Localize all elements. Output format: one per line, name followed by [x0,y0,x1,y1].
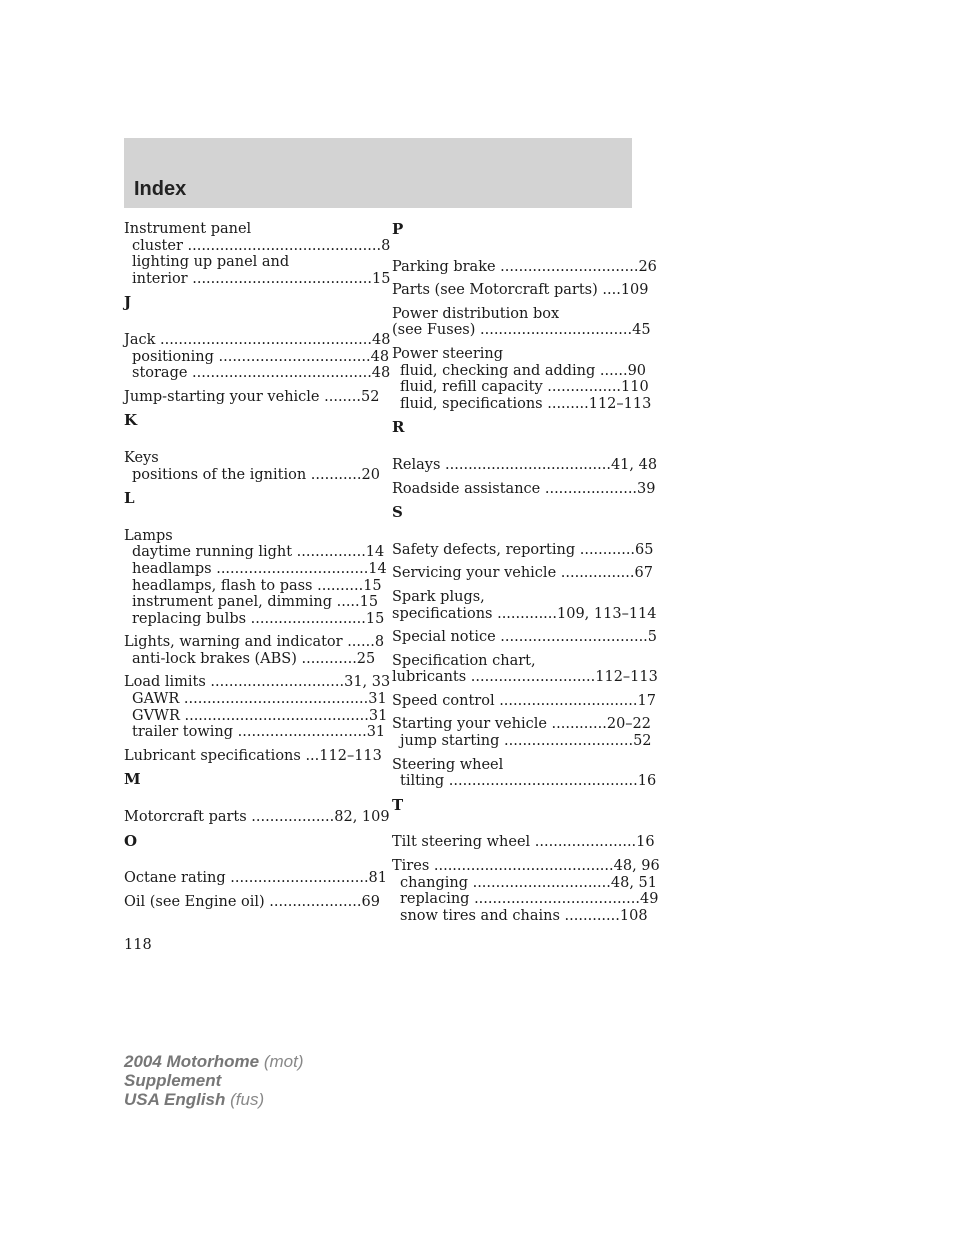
entry-spacer [392,275,632,282]
index-subentry: fluid, specifications .........112–113 [400,395,652,412]
index-entry: Relays ....................................41, 48 [392,456,658,473]
index-entry: Load limits .............................31, 33 [124,674,391,691]
document-footer [124,1052,303,1109]
index-section-letter: K [124,411,138,430]
entry-spacer [392,709,632,716]
index-entry: Speed control ..............................17 [392,692,656,709]
index-subentry: positions of the ignition ...........20 [132,466,380,483]
index-entry: Steering wheel [392,756,504,773]
entry-spacer [392,558,632,565]
index-section-letter: O [124,831,138,850]
index-section-letter: T [392,795,404,814]
page-title: Index [134,178,187,200]
index-entry: Special notice ................................5 [392,629,658,646]
index-entry: specifications .............109, 113–114 [392,605,657,622]
index-subentry: positioning .................................48 [132,348,390,365]
index-section-letter: R [392,418,405,437]
index-subentry: GVWR ........................................31 [132,707,388,724]
index-subentry: jump starting ............................52 [400,733,652,750]
footer-line-2: Supplement [124,1071,222,1090]
index-entry: Motorcraft parts ..................82, 109 [124,809,390,826]
entry-spacer [392,339,632,346]
index-entry: Lubricant specifications ...112–113 [124,747,382,764]
index-subentry: anti-lock brakes (ABS) ............25 [132,650,376,667]
entry-spacer [124,627,364,634]
index-entry: Specification chart, [392,652,536,669]
index-entry: Servicing your vehicle ................67 [392,565,653,582]
index-column-left [124,221,391,910]
index-subentry: replacing bulbs .........................15 [132,610,385,627]
index-subentry: trailer towing ............................31 [132,724,386,741]
index-subentry: changing ..............................48, 51 [400,874,657,891]
index-subentry: storage .......................................48 [132,365,391,382]
entry-spacer [392,474,632,481]
index-entry: Keys [124,449,159,466]
index-entry: Parking brake ..............................26 [392,258,657,275]
index-subentry: snow tires and chains ............108 [400,907,648,924]
index-column-right [392,220,660,924]
entry-spacer [124,667,364,674]
entry-spacer [124,382,364,389]
index-subentry: tilting .........................................16 [400,773,657,790]
entry-spacer [392,646,632,653]
page-number: 118 [124,937,152,953]
index-entry: Roadside assistance ....................39 [392,480,656,497]
entry-spacer [392,299,632,306]
index-subentry: instrument panel, dimming .....15 [132,594,379,611]
entry-spacer [124,887,364,894]
index-entry: Safety defects, reporting ............65 [392,541,654,558]
index-section-letter: P [392,220,404,238]
index-entry: lubricants ...........................112–113 [392,669,658,686]
index-entry: Octane rating ..............................81 [124,870,388,887]
index-subentry: replacing ....................................49 [400,891,659,908]
index-subentry: interior .......................................15 [132,270,391,287]
index-entry: Lights, warning and indicator ......8 [124,634,385,651]
index-section-letter: L [124,489,135,508]
entry-spacer [392,686,632,693]
index-subentry: headlamps .................................14 [132,560,387,577]
index-section-letter: J [124,293,132,312]
index-section-letter: M [124,770,141,789]
entry-spacer [124,741,364,748]
index-entry: Power distribution box [392,305,560,322]
index-subentry: cluster ..........................................8 [132,237,391,254]
index-subentry: GAWR ........................................31 [132,691,387,708]
entry-spacer [392,750,632,757]
page-header [124,138,632,208]
index-entry: Spark plugs, [392,588,485,605]
index-entry: Power steering [392,345,504,362]
index-subentry: fluid, checking and adding ......90 [400,362,647,379]
entry-spacer [392,851,632,858]
index-subentry: fluid, refill capacity ................110 [400,379,649,396]
index-entry: Jump-starting your vehicle ........52 [124,388,380,405]
index-entry: Parts (see Motorcraft parts) ....109 [392,282,649,299]
footer-line-3: USA English (fus) [124,1090,265,1109]
index-subentry: headlamps, flash to pass ..........15 [132,577,382,594]
index-entry: Jack ..............................................48 [124,331,391,348]
index-entry: Instrument panel [124,221,252,237]
index-entry: Starting your vehicle ............20–22 [392,716,651,733]
index-subentry: lighting up panel and [132,254,290,271]
entry-spacer [392,622,632,629]
index-entry: (see Fuses) .................................45 [392,322,651,339]
index-section-letter: S [392,503,403,522]
footer-line-1: 2004 Motorhome (mot) [124,1052,304,1071]
index-entry: Lamps [124,527,173,544]
index-entry: Tilt steering wheel ......................16 [392,834,655,851]
index-entry: Oil (see Engine oil) ....................69 [124,893,380,910]
index-subentry: daytime running light ...............14 [132,544,385,561]
entry-spacer [392,582,632,589]
index-entry: Tires .......................................48, 96 [392,858,660,875]
